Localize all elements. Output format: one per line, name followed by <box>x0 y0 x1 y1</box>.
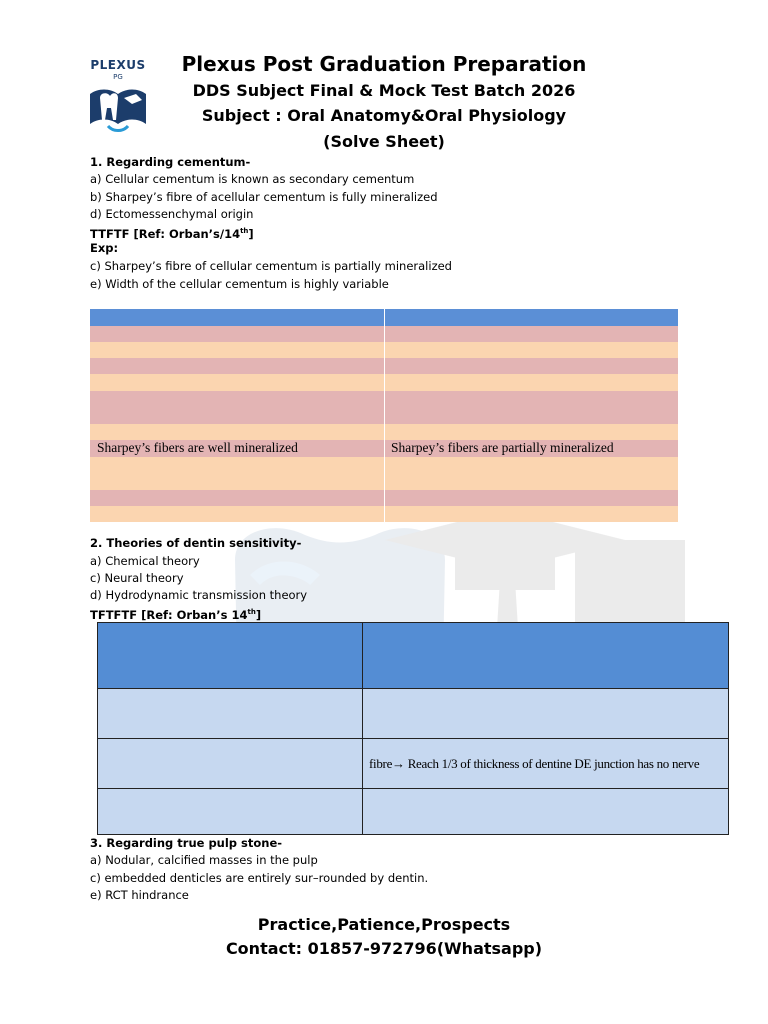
q1-option-a: a) Cellular cementum is known as secondary cementum <box>90 172 415 186</box>
q1-heading: 1. Regarding cementum- <box>90 155 251 169</box>
page-subtitle-batch: DDS Subject Final & Mock Test Batch 2026 <box>192 81 576 100</box>
q2-option-a: a) Chemical theory <box>90 554 200 568</box>
q1-exp-e: e) Width of the cellular cementum is highly variable <box>90 277 389 291</box>
q1-option-d: d) Ectomessenchymal origin <box>90 207 254 221</box>
q1-option-b: b) Sharpey’s fibre of acellular cementum is fully mineralized <box>90 190 438 204</box>
q1-answer-end: ] <box>248 226 254 241</box>
dentin-theory-table <box>97 622 729 835</box>
q1-answer-sup: th <box>240 227 249 235</box>
table-column-divider <box>362 623 363 834</box>
q2-answer-end: ] <box>255 607 262 622</box>
q2-answer-text: TFTFTF [Ref: Orban’s 14 <box>90 607 248 622</box>
footer-contact: Contact: 01857-972796(Whatsapp) <box>225 939 543 958</box>
page-subtitle-solve: (Solve Sheet) <box>323 132 445 151</box>
q2-option-d: d) Hydrodynamic transmission theory <box>90 588 308 602</box>
q2-heading: 2. Theories of dentin sensitivity- <box>90 536 302 550</box>
table-cell-cellular: Sharpey’s fibers are partially mineralized <box>391 440 614 455</box>
table-row <box>98 623 728 689</box>
q3-option-e: e) RCT hindrance <box>90 888 189 902</box>
q2-answer-sup: th <box>247 608 256 616</box>
page-subtitle-subject: Subject : Oral Anatomy&Oral Physiology <box>201 106 567 125</box>
logo-name: PLEXUS <box>90 58 146 72</box>
table-cell-acellular: Sharpey’s fibers are well mineralized <box>97 440 298 455</box>
table-column-divider <box>384 309 385 522</box>
footer-motto: Practice,Patience,Prospects <box>257 915 511 934</box>
q3-option-a: a) Nodular, calcified masses in the pulp <box>90 853 318 867</box>
q1-exp-c: c) Sharpey’s fibre of cellular cementum is partially mineralized <box>90 259 452 273</box>
q2-option-c: c) Neural theory <box>90 571 184 585</box>
page-title: Plexus Post Graduation Preparation <box>181 52 587 76</box>
q2-answer <box>90 604 261 624</box>
q3-heading: 3. Regarding true pulp stone- <box>90 836 283 850</box>
q1-answer-text: TTFTF [Ref: Orban’s/14 <box>90 226 241 241</box>
table-row <box>98 789 728 834</box>
logo-sub: PG <box>113 73 123 81</box>
table-row <box>98 689 728 739</box>
table-cell-neural-detail: fibre→ Reach 1/3 of thickness of dentine DE junction has no nerve <box>369 756 700 771</box>
q1-exp-label: Exp: <box>90 241 119 255</box>
q3-option-c: c) embedded denticles are entirely sur–rounded by dentin. <box>90 871 429 885</box>
